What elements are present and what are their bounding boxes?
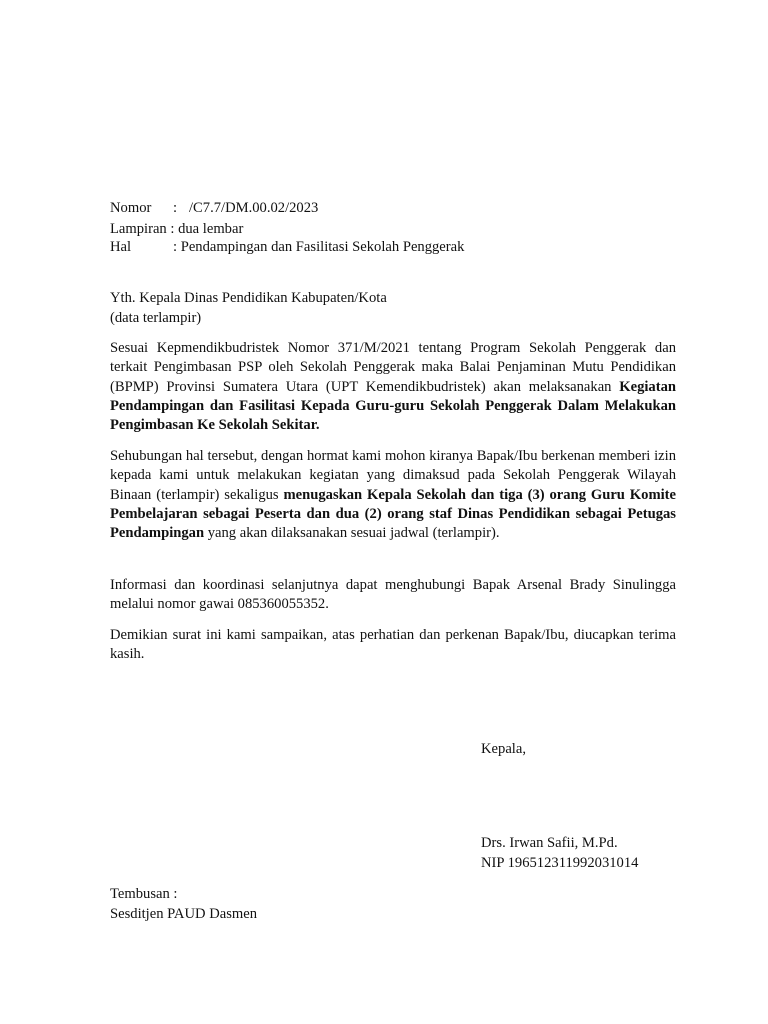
lampiran-text: Lampiran : dua lembar	[110, 221, 244, 237]
addressee-line-2: (data terlampir)	[110, 310, 202, 326]
p2-text-a: Sehubungan hal tersebut, dengan hormat kami mohon kiranya Bapak/Ibu berkenan memberi izin kepada kami untuk melakukan kegiatan yang dimaksud pada Sekolah Penggerak Wilayah Binaan (terlampir) sekaligus	[110, 448, 676, 503]
body-paragraph-1	[110, 339, 676, 435]
nomor-value: /C7.7/DM.00.02/2023	[189, 200, 319, 216]
hal-row	[110, 238, 464, 256]
p2-text-b: yang akan dilaksanakan sesuai jadwal (terlampir).	[204, 525, 500, 542]
addressee-block	[110, 288, 387, 328]
addressee-line-1: Yth. Kepala Dinas Pendidikan Kabupaten/Kota	[110, 290, 387, 306]
body-paragraph-4	[110, 626, 676, 665]
hal-value: : Pendampingan dan Fasilitasi Sekolah Penggerak	[173, 239, 465, 255]
p2-bold-text: menugaskan Kepala Sekolah dan tiga (3) orang Guru Komite Pembelajaran sebagai Peserta dan dua (2) orang staf Dinas Pendidikan sebagai Petugas Pendampingan	[110, 486, 676, 542]
nomor-row	[110, 199, 318, 217]
p1-text: Sesuai Kepmendikbudristek Nomor 371/M/2021 tentang Program Sekolah Penggerak dan terkait Pengimbasan PSP oleh Sekolah Penggerak maka Balai Penjaminan Mutu Pendidikan (BPMP) Provinsi Sumatera Utara (UPT Kemendikbudristek) akan melaksanakan	[110, 340, 676, 395]
body-paragraph-3	[110, 576, 676, 615]
hal-label: Hal	[110, 239, 132, 255]
tembusan-block	[110, 884, 257, 924]
tembusan-recipient: Sesditjen PAUD Dasmen	[110, 906, 258, 922]
body-paragraph-2	[110, 447, 676, 543]
tembusan-label: Tembusan :	[110, 886, 178, 902]
signatory-nip: NIP 196512311992031014	[481, 855, 639, 871]
signatory-name: Drs. Irwan Safii, M.Pd.	[481, 835, 618, 851]
signature-title: Kepala,	[481, 741, 526, 757]
p1-bold-text: Kegiatan Pendampingan dan Fasilitasi Kepada Guru-guru Sekolah Penggerak Dalam Melakukan Pengimbasan Ke Sekolah Sekitar.	[110, 378, 676, 434]
nomor-colon: :	[173, 200, 178, 216]
lampiran-row	[110, 220, 243, 238]
nomor-label: Nomor	[110, 200, 152, 216]
p3-text: Informasi dan koordinasi selanjutnya dapat menghubungi Bapak Arsenal Brady Sinulingga melalui nomor gawai 085360055352.	[110, 577, 676, 613]
p4-text: Demikian surat ini kami sampaikan, atas perhatian dan perkenan Bapak/Ibu, diucapkan terima kasih.	[110, 627, 676, 663]
